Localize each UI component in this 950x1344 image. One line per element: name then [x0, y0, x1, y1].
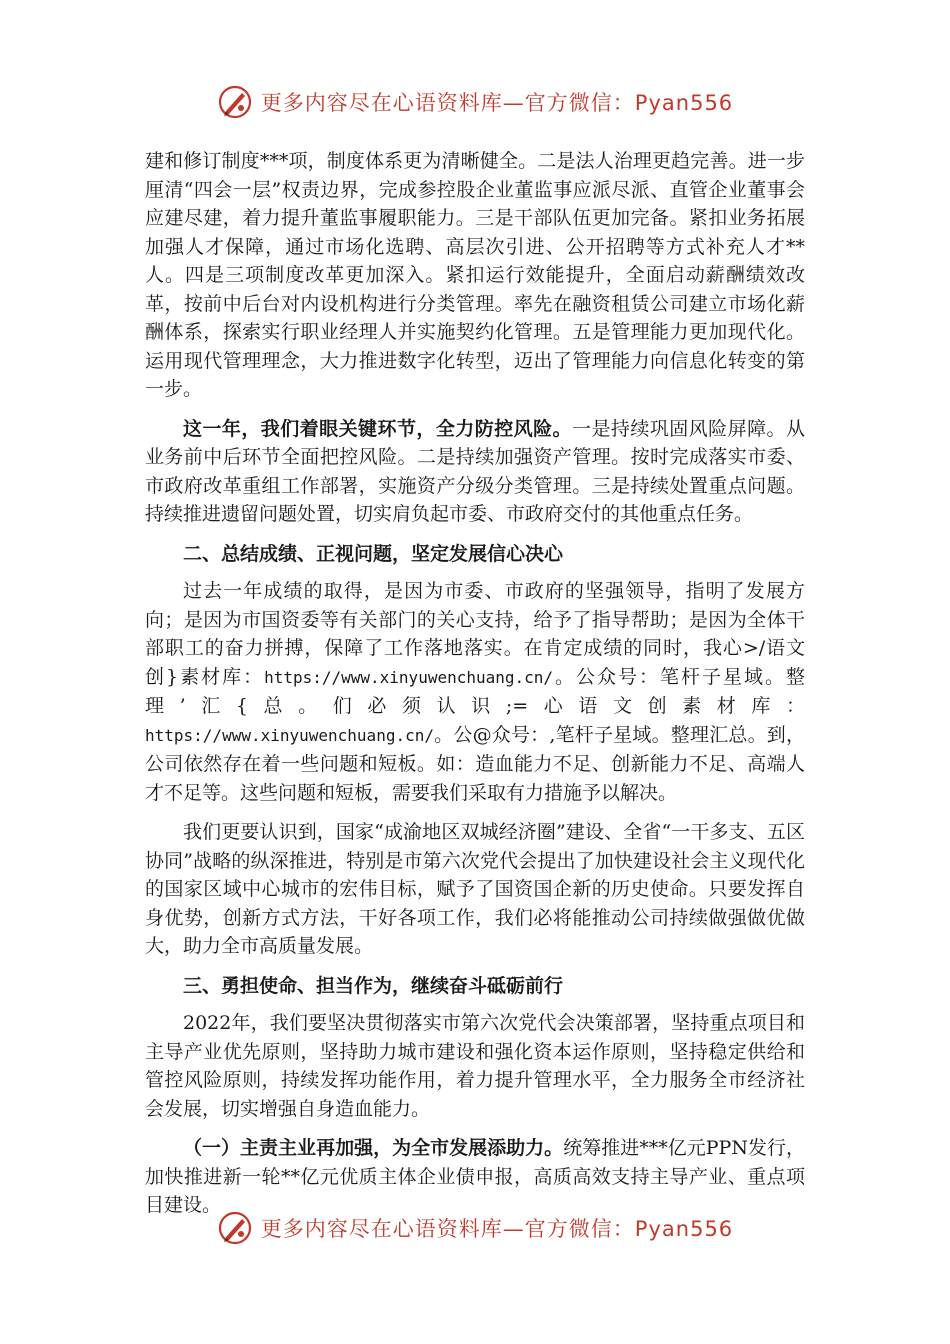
paragraph-3 [145, 577, 805, 807]
document-body [145, 147, 805, 1231]
pen-logo-icon [217, 84, 253, 120]
paragraph-2-rest: 一是持续巩固风险屏障。从业务前中后环节全面把控风险。二是持续加强资产管理。按时完成落实市委、市政府改革重组工作部署，实施资产分级分类管理。三是持续处置重点问题。持续推进遗留问题处置，切实肩负起市委、市政府交付的其他重点任务。 [145, 417, 805, 525]
section-heading-2: 二、总结成绩、正视问题，坚定发展信心决心 [183, 542, 564, 565]
paragraph-3-a: 过去一年成绩的取得，是因为市委、市政府的坚强领导，指明了发展方向；是因为市国资委等有关部门的关心支持，给予了指导帮助；是因为全体干部职工的奋力拼搏，保障了工作落地落实。在肯定成绩的同时，我心>/语文创}素材库： [145, 580, 805, 688]
pen-logo-icon [217, 1210, 253, 1246]
paragraph-3-url-1: https://www.xinyuwenchuang.cn/ [264, 667, 554, 687]
header-banner [0, 82, 950, 122]
header-banner-text: 更多内容尽在心语资料库—官方微信：Pyan556 [260, 91, 734, 115]
paragraph-5: 2022年，我们要坚决贯彻落实市第六次党代会决策部署，坚持重点项目和主导产业优先原则，坚持助力城市建设和强化资本运作原则，坚持稳定供给和管控风险原则，持续发挥功能作用，着力提升管理水平，全力服务全市经济社会发展，切实增强自身造血能力。 [145, 1012, 805, 1120]
paragraph-6-lead: （一）主责主业再加强，为全市发展添助力。 [183, 1137, 564, 1159]
footer-banner-text: 更多内容尽在心语资料库—官方微信：Pyan556 [260, 1217, 734, 1241]
paragraph-6 [145, 1134, 805, 1220]
section-heading-3: 三、勇担使命、担当作为，继续奋斗砥砺前行 [183, 974, 564, 997]
paragraph-2-lead: 这一年，我们着眼关键环节，全力防控风险。 [183, 417, 573, 440]
footer-banner [0, 1208, 950, 1248]
paragraph-1: 建和修订制度***项，制度体系更为清晰健全。二是法人治理更趋完善。进一步厘清“四会一层”权责边界，完成参控股企业董监事应派尽派、直管企业董事会应建尽建，着力提升董监事履职能力。三是干部队伍更加完备。紧扣业务拓展加强人才保障，通过市场化选聘、高层次引进、公开招聘等方式补充人才**人。四是三项制度改革更加深入。紧扣运行效能提升，全面启动薪酬绩效改革，按前中后台对内设机构进行分类管理。率先在融资租赁公司建立市场化薪酬体系，探索实行职业经理人并实施契约化管理。五是管理能力更加现代化。运用现代管理理念，大力推进数字化转型，迈出了管理能力向信息化转变的第一步。 [145, 150, 805, 400]
paragraph-4: 我们更要认识到，国家“成渝地区双城经济圈”建设、全省“一干多支、五区协同”战略的纵深推进，特别是市第六次党代会提出了加快建设社会主义现代化的国家区域中心城市的宏伟目标，赋予了国资国企新的历史使命。只要发挥自身优势，创新方式方法，干好各项工作，我们必将能推动公司持续做强做优做大，助力全市高质量发展。 [145, 821, 805, 957]
paragraph-6-rest: 统筹推进***亿元PPN发行，加快推进新一轮**亿元优质主体企业债申报，高质高效支持主导产业、重点项目建设。 [145, 1137, 805, 1216]
paragraph-3-b: 。公众号：笔杆子星域。整理’汇{总。们必须认识;=心语文创素材库： [145, 665, 805, 717]
paragraph-2 [145, 415, 805, 529]
paragraph-3-url-2: https://www.xinyuwenchuang.cn/ [145, 725, 434, 745]
paragraph-3-c: 。公@众号：,笔杆子星域。整理汇总。到，公司依然存在着一些问题和短板。如：造血能力不足、创新能力不足、高端人才不足等。这些问题和短板，需要我们采取有力措施予以解决。 [145, 723, 805, 804]
